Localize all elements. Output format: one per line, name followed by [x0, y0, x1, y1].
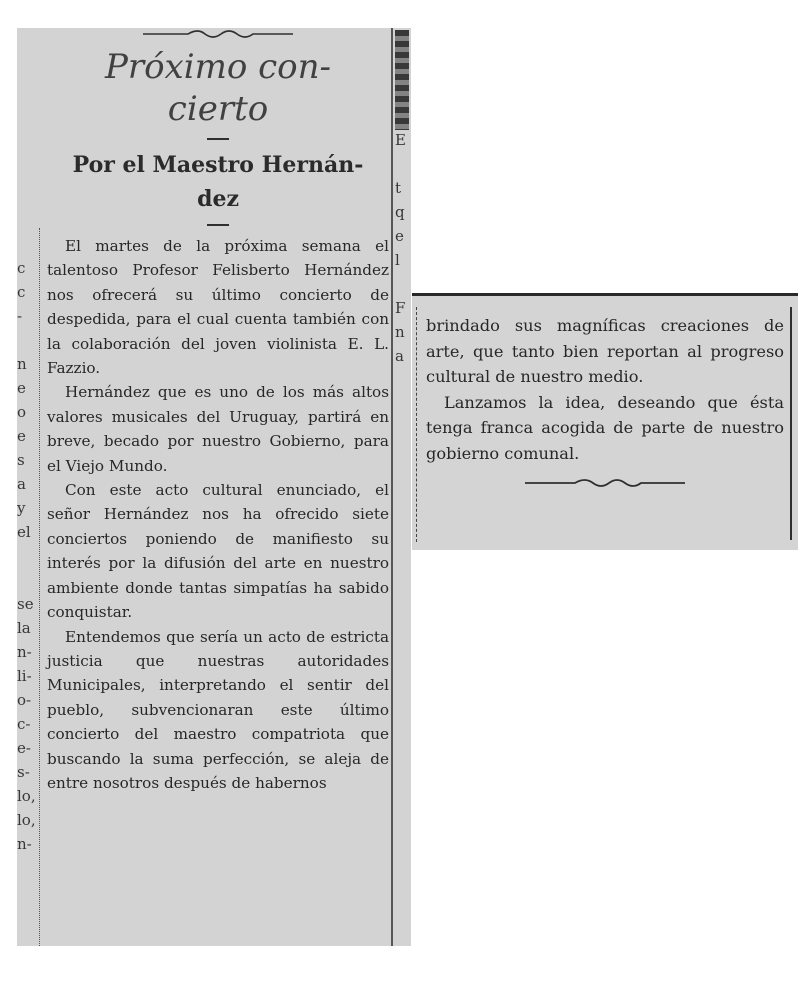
article-title-line1: Próximo con-	[104, 47, 332, 87]
column-divider-left	[39, 228, 41, 946]
paragraph: Entendemos que sería un acto de estricta justicia que nuestras autoridades Municipales, interpretando el sentir del pueblo, subvencionaran este último concierto del maestro compatriota que buscando la suma perfección, se aleja de entre nosotros después de habernos	[47, 627, 389, 792]
paragraph: Hernández que es uno de los más altos valores musicales del Uruguay, partirá en breve, becado por nuestro Gobierno, para el Viejo Mundo.	[47, 383, 389, 475]
paragraph: brindado sus magníficas creaciones de arte, que tanto bien reportan al progreso cultural de nuestro medio.	[426, 316, 784, 386]
newspaper-clipping-left	[17, 28, 411, 946]
article-paragraphs	[426, 313, 784, 466]
ink-blot-decoration	[395, 30, 409, 130]
article-title-line2: cierto	[167, 89, 269, 129]
paragraph: Lanzamos la idea, deseando que ésta tenga franca acogida de parte de nuestro gobierno comunal.	[426, 392, 784, 463]
article-subtitle-line1: Por el Maestro Hernán-	[72, 152, 364, 178]
article-subtitle-line2: dez	[197, 186, 239, 212]
adjacent-column-fragments-right: E t q e l F n a	[395, 131, 406, 365]
article-body	[47, 28, 389, 795]
top-rule	[412, 293, 798, 296]
article-title	[47, 46, 389, 130]
ornament-bottom-icon	[515, 476, 695, 490]
column-divider-right	[790, 307, 792, 540]
paragraph: Con este acto cultural enunciado, el señor Hernández nos ha ofrecido siete conciertos poniendo de manifiesto su interés por la difusión del arte en nuestro ambiente donde tantas simpatías ha sabido conquistar.	[47, 481, 389, 622]
article-continuation	[426, 313, 784, 490]
title-divider	[207, 138, 229, 140]
column-divider-left	[416, 307, 418, 542]
subtitle-divider	[207, 224, 229, 226]
adjacent-column-fragments-left: c c - n e o e s a y el se la n- li- o- c- e- s- lo, lo, n-	[17, 259, 36, 853]
column-divider-right	[391, 28, 393, 946]
ornament-top-icon	[143, 28, 293, 40]
paragraph: El martes de la próxima semana el talentoso Profesor Felisberto Hernández nos ofrecerá su último concierto de despedida, para el cual cuenta también con la colaboración del joven violinista E. L. Fazzio.	[47, 237, 389, 378]
article-paragraphs	[47, 234, 389, 795]
article-subtitle	[47, 148, 389, 216]
newspaper-clipping-right	[412, 293, 798, 550]
